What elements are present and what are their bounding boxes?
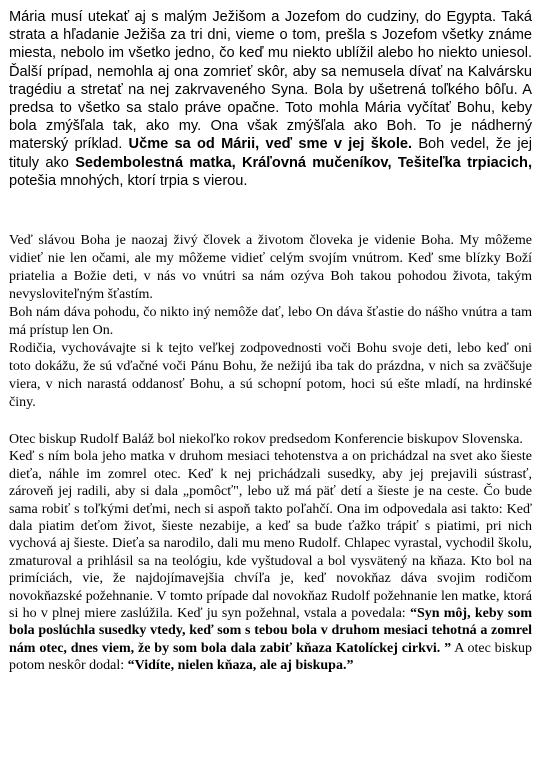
bishop-intro-line: Otec biskup Rudolf Baláž bol niekoľko rokov predsedom Konferencie biskupov Slovenska. [9,432,523,447]
paragraph-mary-text-3: potešia mnohých, ktorí trpia s vierou. [9,172,248,189]
bishop-story-body [9,448,532,674]
glory-line-1: Veď slávou Boha je naozaj živý človek a životom človeka je videnie Boha. My môžeme vidieť nie len očami, ale my môžeme vidieť celým svojím vnútrom. Keď sme blízky Boží priatelia a Božie deti, v nás vo vnútri sa nám ozýva Boh takou pohodou života, takým nevysloviteľným šťastím. [9,233,532,302]
paragraph-mary-text-2: Boh vedel, že jej tituly ako [9,136,532,171]
bishop-story-quote-bishop: “Vidíte, nielen kňaza, ale aj biskupa.” [127,658,354,674]
glory-line-3: Rodičia, vychovávajte si k tejto veľkej zodpovednosti voči Bohu svoje deti, lebo keď oni toto dokážu, že sú vďačné voči Pánu Bohu, že nežijú iba tak do prázdna, v nich sa zväčšuje viera, v nich narastá oddanosť Bohu, a sú schopní potom, hoci sú ešte mladí, na hrdinské činy. [9,341,532,410]
bishop-story-quote-mother: “Syn môj, keby som bola poslúchla susedky vtedy, keď som s tebou bola v druhom mesiaci tehotná a zomrel nám otec, dnes viem, že by som bola dala zabiť kňaza Katolíckej cirkvi. ” [9,606,532,656]
bishop-story-text-1: Keď s ním bola jeho matka v druhom mesiaci tehotenstva a on prichádzal na svet ako šieste dieťa, náhle im zomrel otec. Keď k nej prichádzali susedky, aby jej prejavili sústrasť, zároveň jej radili, aby si dala „pomôcť", lebo už má päť detí a šieste je na ceste. Čo bude sama robiť s toľkými deťmi, nech si aspoň takto poľahčí. Ona im odpovedala asi takto: Keď dala piatim deťom život, šieste nezabije, a keď sa bude ťažko trápiť s piatimi, pri nich vychová aj šieste. Dieťa sa narodilo, dali mu meno Rudolf. Chlapec vyrastal, vychodil školu, zmaturoval a prihlásil sa na teológiu, kde vyštudoval a bol vysvätený na kňaza. Kto bol na primíciách, vie, že najdojímavejšia chvíľa je, keď novokňaz dáva svojim rodičom novokňazské požehnanie. V tomto prípade dal novokňaz Rudolf požehnanie len matke, ktorá si ho v plnej miere zaslúžila. Keď ju syn požehnal, vstala a povedala: [9,449,532,622]
paragraph-mary-text-1: Mária musí utekať aj s malým Ježišom a Jozefom do cudziny, do Egypta. Taká strata a hľadanie Ježiša za tri dni, vieme o tom, prešla s Jozefom všetky známe miesta, nebolo im všetko jedno, čo keď mu niekto ublížil alebo ho niekto uniesol. Ďalší prípad, nemohla aj ona zomrieť skôr, aby sa nemusela dívať na Kalvársku tragédiu a stretať na nej zakrvaveného Syna. Bola by ušetrená toľkého bôľu. A predsa to všetko sa stalo práve opačne. Toto mohla Mária vyčítať Bohu, keby bola zmýšľala tak, ako my. Ona však zmýšľala ako Boh. To je nádherný materský príklad. [9,9,532,153]
paragraph-mary-bold-1: Učme sa od Márii, veď sme v jej škole. [128,136,413,153]
glory-line-2: Boh nám dáva pohodu, čo nikto iný nemôže dať, lebo On dáva šťastie do nášho vnútra a tam má prístup len On. [9,305,532,338]
paragraph-bishop-story [9,431,532,675]
paragraph-mary-bold-2: Sedembolestná matka, Kráľovná mučeníkov, Tešiteľka trpiacich, [75,154,533,171]
bishop-story-text-2: A otec biskup potom neskôr dodal: [9,640,532,674]
paragraph-glory-of-god [9,232,532,412]
paragraph-mary [9,8,532,190]
